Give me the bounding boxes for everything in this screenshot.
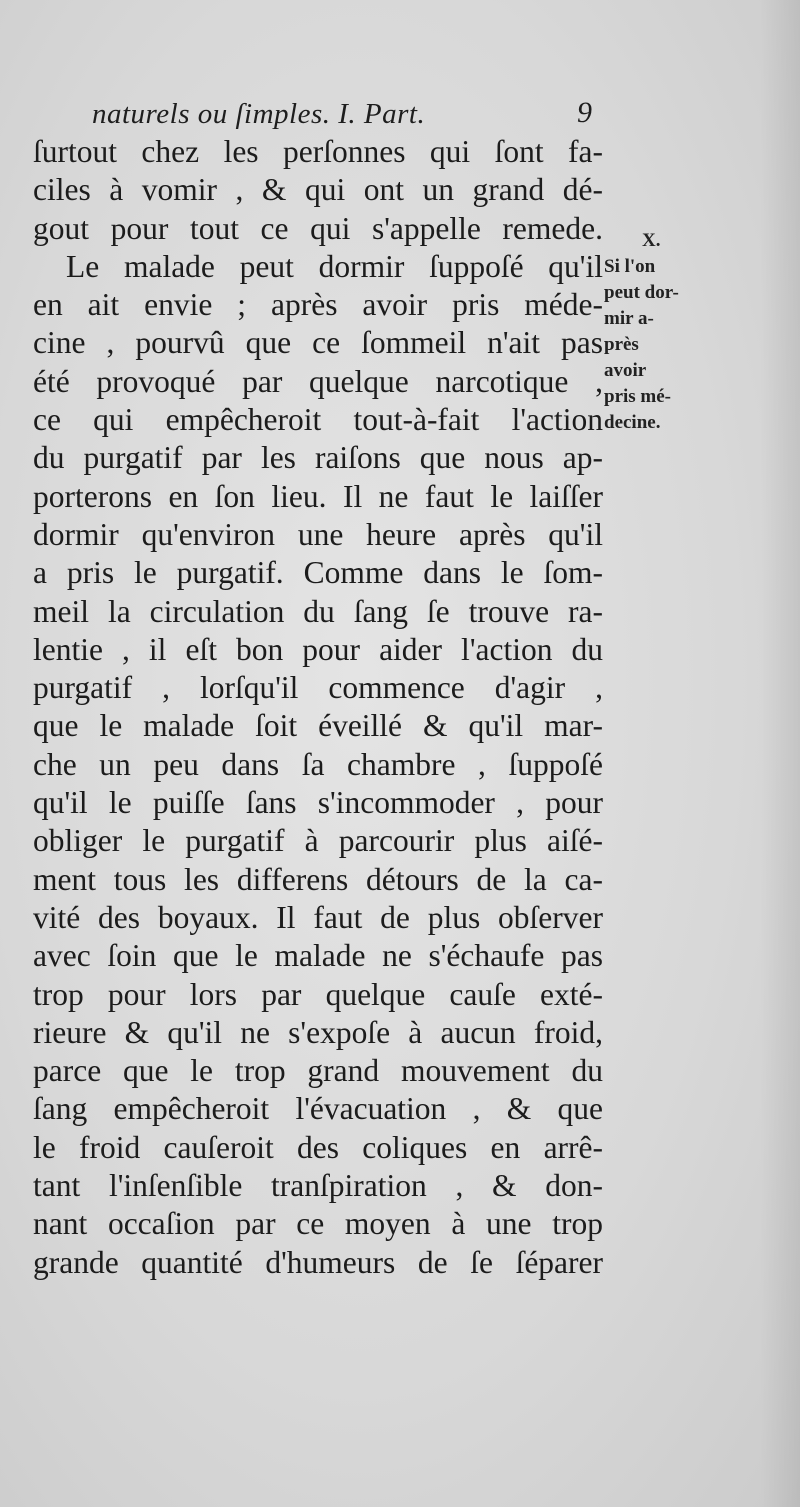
main-text-block (33, 133, 603, 1282)
text-line: dormir qu'environ une heure après qu'il (33, 516, 603, 552)
text-line: purgatif , lorſqu'il commence d'agir , (33, 670, 603, 706)
text-line: en ait envie ; après avoir pris méde- (33, 287, 603, 323)
margin-note-line: Si l'on (604, 256, 656, 277)
text-line: meil la circulation du ſang ſe trouve ra- (33, 593, 603, 629)
margin-note (604, 228, 714, 436)
margin-note-line: pris mé- (604, 386, 672, 407)
text-line: nant occaſion par ce moyen à une trop (33, 1206, 603, 1242)
text-line: porterons en ſon lieu. Il ne faut le laiſſer (33, 478, 603, 514)
margin-note-line: mir a- (604, 308, 654, 329)
margin-note-line: avoir (604, 360, 647, 381)
text-line: ce qui empêcheroit tout-à-fait l'action (33, 402, 603, 438)
margin-note-line: decine. (604, 412, 661, 433)
text-line: obliger le purgatif à parcourir plus aiſé- (33, 823, 603, 859)
text-line: cine , pourvû que ce ſommeil n'ait pas (33, 325, 603, 361)
text-line: avec ſoin que le malade ne s'échaufe pas (33, 938, 603, 974)
margin-note-line: peut dor- (604, 282, 679, 303)
text-line: le froid cauſeroit des coliques en arrê- (33, 1129, 603, 1165)
text-line: qu'il le puiſſe ſans s'incommoder , pour (33, 785, 603, 821)
paragraph-start-line: Le malade peut dormir ſuppoſé qu'il (66, 248, 603, 284)
text-line: che un peu dans ſa chambre , ſuppoſé (33, 746, 603, 782)
page-header (92, 98, 592, 138)
margin-note-number: X. (642, 230, 661, 251)
text-line: vité des boyaux. Il faut de plus obſerver (33, 899, 603, 935)
text-line: du purgatif par les raiſons que nous ap- (33, 440, 603, 476)
text-line: tant l'inſenſible tranſpiration , & don- (33, 1168, 603, 1204)
text-line: gout pour tout ce qui s'appelle remede. (33, 210, 603, 246)
text-line: ſang empêcheroit l'évacuation , & que (33, 1091, 603, 1127)
text-line: trop pour lors par quelque cauſe exté- (33, 976, 603, 1012)
page-edge-shadow (760, 0, 800, 1507)
text-line: grande quantité d'humeurs de ſe ſéparer (33, 1244, 603, 1280)
text-line: parce que le trop grand mouvement du (33, 1053, 603, 1089)
text-line: que le malade ſoit éveillé & qu'il mar- (33, 708, 603, 744)
text-line: ment tous les differens détours de la ca- (33, 861, 603, 897)
text-line: a pris le purgatif. Comme dans le ſom- (33, 555, 603, 591)
text-line: ciles à vomir , & qui ont un grand dé- (33, 172, 603, 208)
text-line: lentie , il eſt bon pour aider l'action du (33, 631, 603, 667)
page-number: 9 (577, 96, 592, 129)
margin-note-line: près (604, 334, 639, 355)
text-line: été provoqué par quelque narcotique , (33, 363, 603, 399)
running-head: naturels ou ſimples. I. Part. (92, 98, 426, 130)
text-line: ſurtout chez les perſonnes qui ſont fa- (33, 134, 603, 169)
text-line: rieure & qu'il ne s'expoſe à aucun froid, (33, 1014, 603, 1050)
